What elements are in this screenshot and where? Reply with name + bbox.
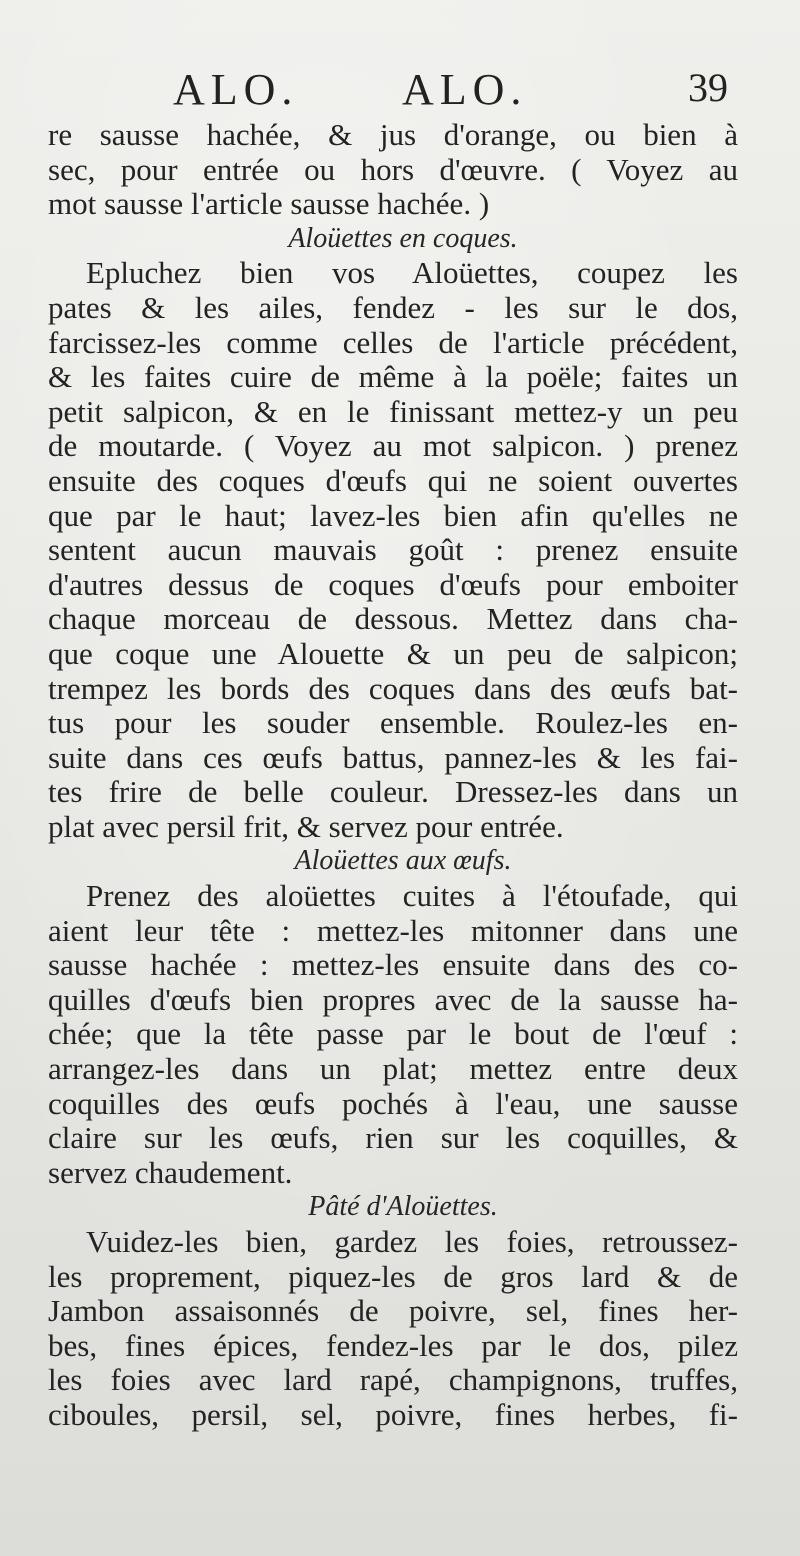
text-line: sentent aucun mauvais goût : prenez ensuite (48, 532, 738, 568)
text-line: les foies avec lard rapé, champignons, truffes, (48, 1362, 738, 1398)
text-line: de moutarde. ( Voyez au mot salpicon. ) prenez (48, 428, 738, 464)
text-line: que coque une Alouette & un peu de salpicon; (48, 635, 738, 671)
text-line: claire sur les œufs, rien sur les coquilles, & (48, 1120, 738, 1156)
section-heading: Aloüettes en coques. (288, 222, 518, 254)
text-line: farcissez-les comme celles de l'article précédent, (48, 324, 738, 360)
text-line: sausse hachée : mettez-les ensuite dans des co- (48, 947, 738, 983)
section-heading: Aloüettes aux œufs. (294, 845, 512, 877)
running-head-center: ALO. (402, 65, 528, 114)
text-line: arrangez-les dans un plat; mettez entre deux (48, 1051, 738, 1087)
text-line: les proprement, piquez-les de gros lard & de (48, 1258, 738, 1294)
text-line: d'autres dessus de coques d'œufs pour emboiter (48, 566, 738, 602)
text-line: petit salpicon, & en le finissant mettez-y un peu (48, 393, 738, 429)
text-line: suite dans ces œufs battus, pannez-les & les fai- (48, 739, 738, 775)
text-line: & les faites cuire de même à la poële; faites un (48, 359, 738, 395)
text-line: plat avec persil frit, & servez pour entrée. (48, 808, 564, 844)
text-line: Jambon assaisonnés de poivre, sel, fines her- (48, 1293, 738, 1329)
text-line: trempez les bords des coques dans des œufs bat- (48, 670, 738, 706)
text-line: ensuite des coques d'œufs qui ne soient ouvertes (48, 462, 738, 498)
text-line: Vuidez-les bien, gardez les foies, retroussez- (86, 1224, 738, 1259)
text-line: tus pour les souder ensemble. Roulez-les en- (48, 705, 738, 741)
text-line: re sausse hachée, & jus d'orange, ou bien à (48, 117, 738, 152)
section-heading: Pâté d'Aloüettes. (308, 1191, 498, 1223)
page-number: 39 (688, 65, 728, 110)
text-line: sec, pour entrée ou hors d'œuvre. ( Voyez au (48, 151, 738, 187)
text-line: chaque morceau de dessous. Mettez dans cha- (48, 601, 738, 637)
text-line: bes, fines épices, fendez-les par le dos, pilez (48, 1327, 738, 1363)
page-body (48, 118, 738, 1433)
text-line: quilles d'œufs bien propres avec de la sausse ha- (48, 981, 738, 1017)
text-line: coquilles des œufs pochés à l'eau, une sausse (48, 1085, 738, 1121)
text-line: aient leur tête : mettez-les mitonner dans une (48, 912, 738, 948)
text-line: mot sausse l'article sausse hachée. ) (48, 186, 490, 222)
text-line: Epluchez bien vos Aloüettes, coupez les (86, 255, 738, 291)
running-head-left: ALO. (173, 65, 299, 114)
text-line: pates & les ailes, fendez - les sur le dos, (48, 289, 738, 325)
text-line: que par le haut; lavez-les bien afin qu'elles ne (48, 497, 738, 533)
text-line: ciboules, persil, sel, poivre, fines herbes, fi- (48, 1396, 738, 1432)
text-line: servez chaudement. (48, 1154, 293, 1190)
text-line: tes frire de belle couleur. Dressez-les dans un (48, 774, 738, 810)
text-line: Prenez des aloüettes cuites à l'étoufade, qui (86, 878, 738, 914)
text-line: chée; que la tête passe par le bout de l'œuf : (48, 1016, 738, 1052)
